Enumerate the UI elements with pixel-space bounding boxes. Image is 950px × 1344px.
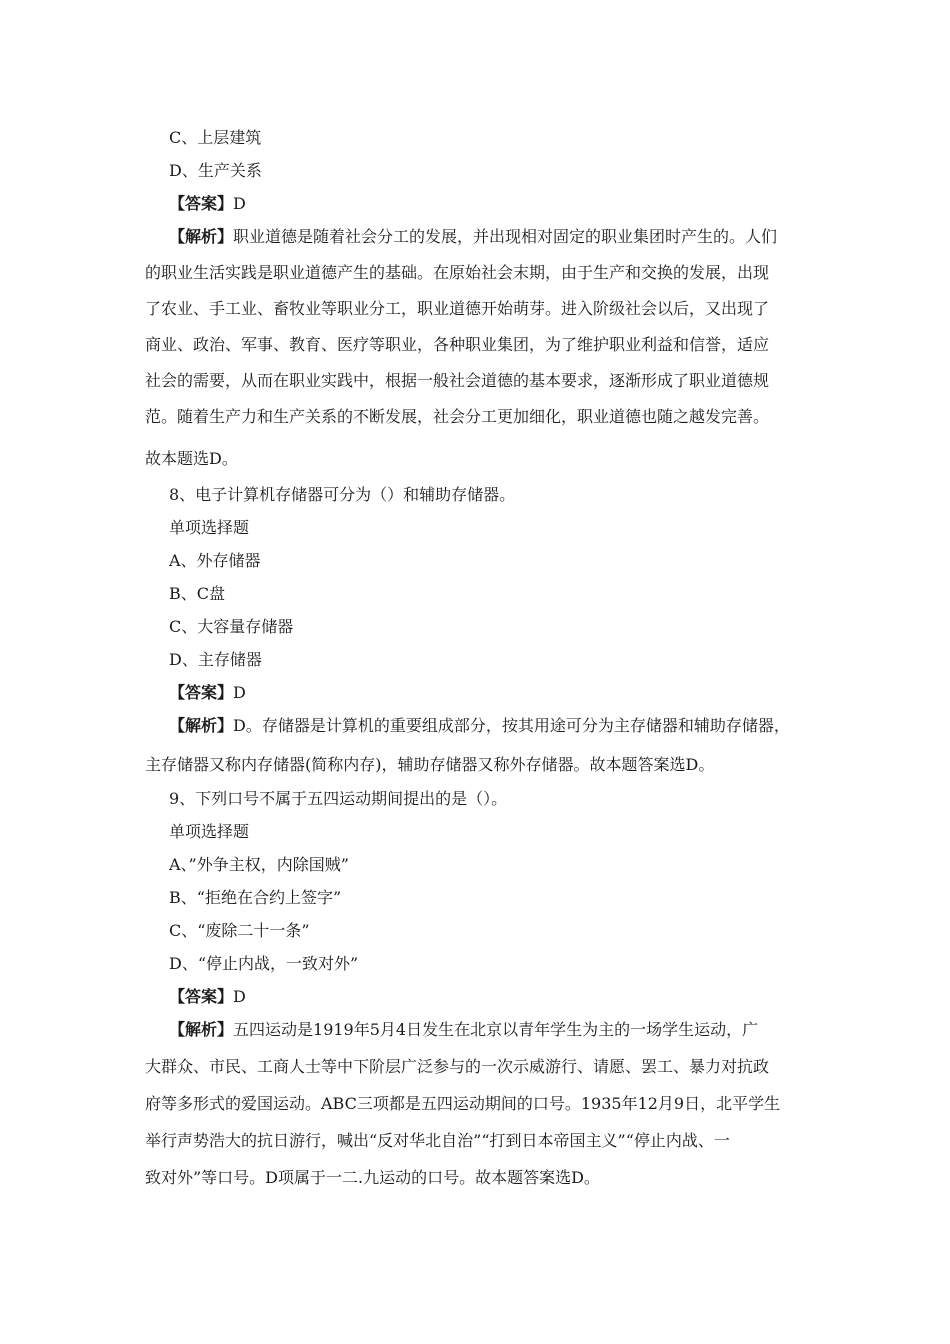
analysis-text: 职业道德是随着社会分工的发展，并出现相对固定的职业集团时产生的。人们 — [233, 227, 778, 246]
q9-option-a: A、”外争主权，内除国贼” — [169, 855, 349, 874]
q8-option-c: C、大容量存储器 — [169, 617, 294, 636]
q9-analysis-line — [169, 1020, 849, 1040]
q7-analysis-line: 社会的需要，从而在职业实践中，根据一般社会道德的基本要求，逐渐形成了职业道德规 — [145, 371, 770, 390]
analysis-tag: 【解析】 — [169, 716, 234, 735]
q9-analysis-line: 府等多形式的爱国运动。ABC三项都是五四运动期间的口号。1935年12月9日，北平学生 — [145, 1094, 781, 1113]
answer-tag: 【答案】 — [169, 987, 234, 1006]
analysis-text: 五四运动是1919年5月4日发生在北京以青年学生为主的一场学生运动，广 — [233, 1020, 759, 1039]
q7-analysis-line: 的职业生活实践是职业道德产生的基础。在原始社会末期，由于生产和交换的发展，出现 — [145, 263, 770, 282]
q9-question: 9、下列口号不属于五四运动期间提出的是（）。 — [169, 789, 508, 808]
q8-type: 单项选择题 — [169, 518, 250, 537]
q8-question: 8、电子计算机存储器可分为（）和辅助存储器。 — [169, 485, 516, 504]
q7-analysis-line: 商业、政治、军事、教育、医疗等职业，各种职业集团，为了维护职业利益和信誉，适应 — [145, 335, 770, 354]
answer-tag: 【答案】 — [169, 194, 234, 213]
answer-value: D — [233, 987, 246, 1006]
answer-value: D — [233, 683, 246, 702]
q7-analysis-line — [169, 227, 849, 247]
q7-analysis-line: 故本题选D。 — [145, 449, 238, 468]
analysis-text: D。存储器是计算机的重要组成部分，按其用途可分为主存储器和辅助存储器， — [233, 716, 790, 735]
q8-answer — [169, 683, 849, 703]
q8-option-a: A、外存储器 — [169, 551, 261, 570]
q9-option-c: C、“废除二十一条” — [169, 921, 310, 940]
q9-option-d: D、“停止内战，一致对外” — [169, 954, 359, 973]
q9-analysis-line: 致对外”等口号。D项属于一二.九运动的口号。故本题答案选D。 — [145, 1168, 600, 1187]
q9-option-b: B、“拒绝在合约上签字” — [169, 888, 342, 907]
q7-analysis-line: 范。随着生产力和生产关系的不断发展，社会分工更加细化，职业道德也随之越发完善。 — [145, 407, 770, 426]
q9-analysis-line: 大群众、市民、工商人士等中下阶层广泛参与的一次示威游行、请愿、罢工、暴力对抗政 — [145, 1057, 770, 1076]
q9-answer — [169, 987, 849, 1007]
answer-tag: 【答案】 — [169, 683, 234, 702]
q8-option-d: D、主存储器 — [169, 650, 262, 669]
q7-option-d: D、生产关系 — [169, 161, 262, 180]
q7-option-c: C、上层建筑 — [169, 128, 262, 147]
q8-analysis-line: 主存储器又称内存储器(简称内存)，辅助存储器又称外存储器。故本题答案选D。 — [145, 755, 715, 774]
q8-analysis-line — [169, 716, 849, 736]
q9-analysis-line: 举行声势浩大的抗日游行，喊出“反对华北自治”“打到日本帝国主义”“停止内战、一 — [145, 1131, 730, 1150]
q8-option-b: B、C盘 — [169, 584, 226, 603]
answer-value: D — [233, 194, 246, 213]
q7-analysis-line: 了农业、手工业、畜牧业等职业分工，职业道德开始萌芽。进入阶级社会以后，又出现了 — [145, 299, 770, 318]
q9-type: 单项选择题 — [169, 822, 250, 841]
analysis-tag: 【解析】 — [169, 227, 234, 246]
q7-answer — [169, 194, 849, 214]
analysis-tag: 【解析】 — [169, 1020, 234, 1039]
